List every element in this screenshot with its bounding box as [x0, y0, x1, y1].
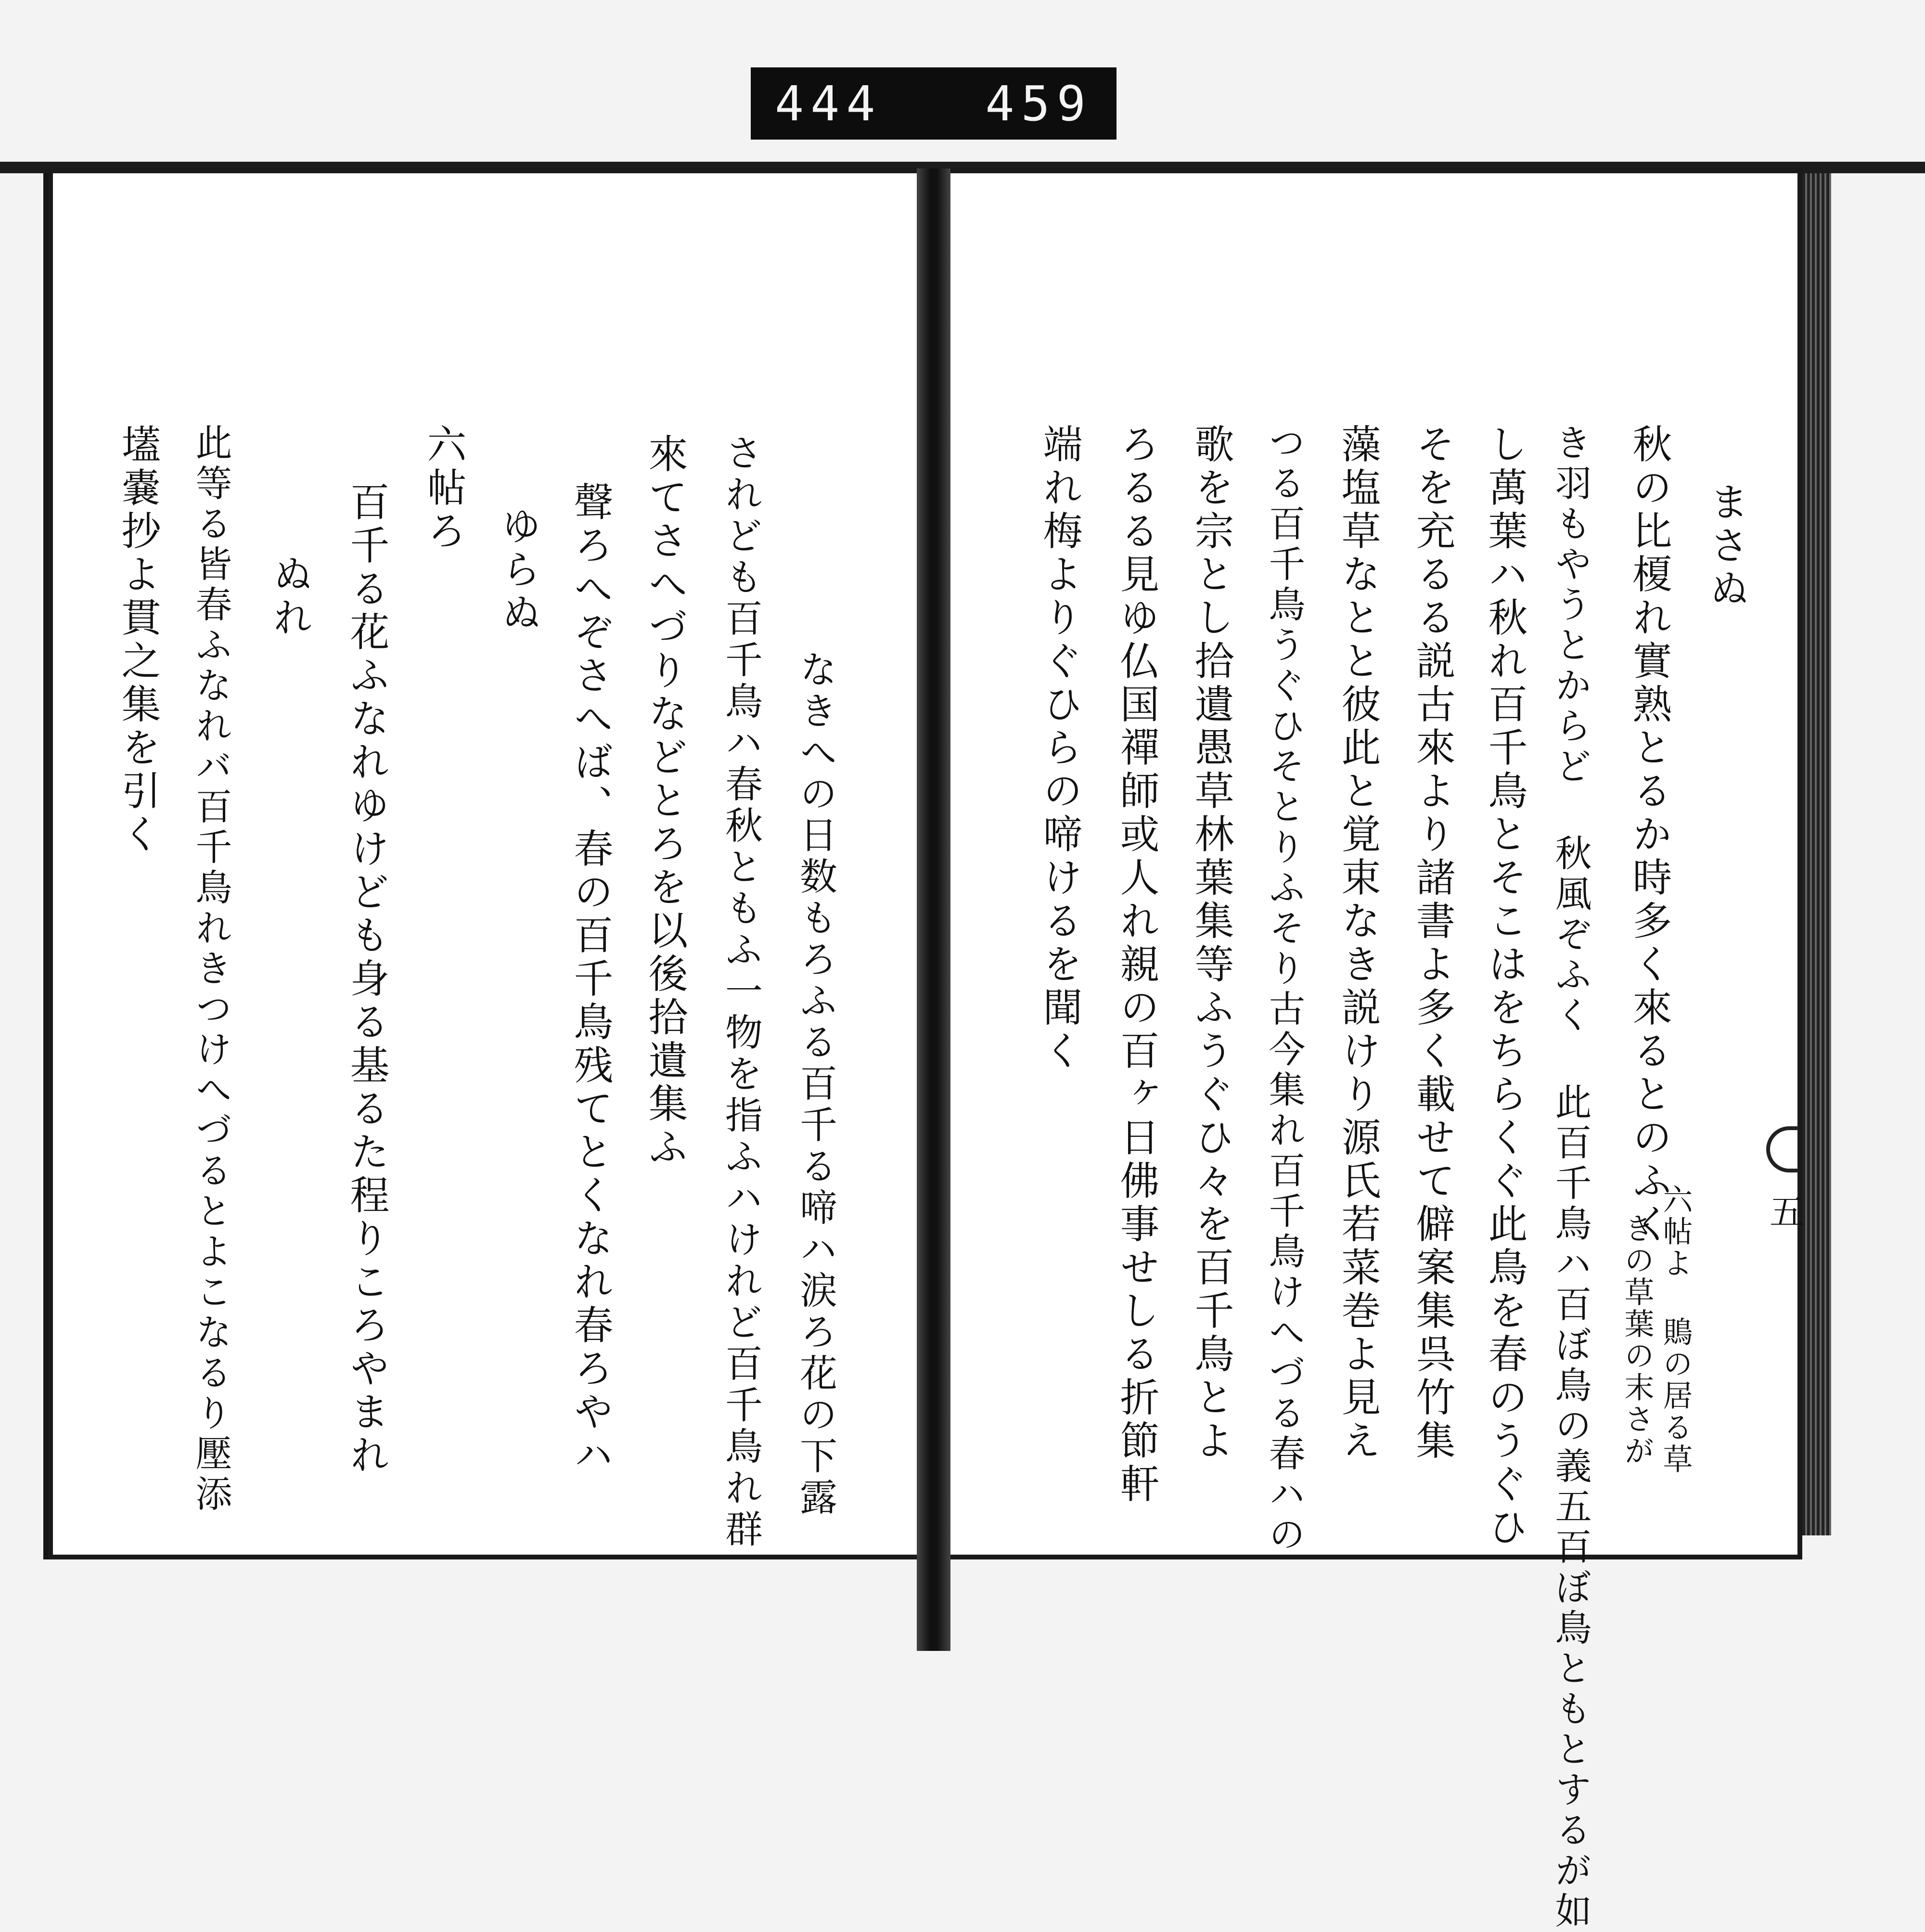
right-col-3: き羽もやうとからど 秋風ぞふく 此百千鳥ハ百ぼ鳥の義五百ぼ鳥ともとするが如: [1549, 424, 1592, 1932]
left-col-9: 此等る皆春ふなれバ百千鳥れきつけへづるとよこなるり壓添: [190, 424, 232, 1515]
right-col-7: つる百千鳥うぐひそとりふそり古今集れ百千鳥けへづる春ハの: [1263, 424, 1306, 1556]
left-col-3: 來てさへづりなどとろを以後拾遺集ふ: [642, 433, 688, 1170]
right-note-line-2: きの草葉の末さが: [1619, 1213, 1655, 1467]
right-col-4: し萬葉ハ秋れ百千鳥とそこはをちらくぐ此鳥を春のうぐひ: [1482, 424, 1527, 1550]
scan-label-right: 459: [985, 75, 1092, 132]
left-col-5: ゆらぬ: [495, 505, 541, 635]
scan-label: [751, 67, 1116, 140]
left-col-10: 壒嚢抄よ貫之集を引く: [115, 424, 161, 857]
right-col-1: まさぬ: [1703, 481, 1749, 611]
page-edge-stack: [1802, 173, 1831, 1535]
right-col-6: 藻塩草なとと彼此と覚束なき説けり源氏若菜巻よ見え: [1335, 424, 1381, 1463]
scan-label-left: 444: [775, 75, 882, 132]
book-gutter: [917, 168, 950, 1651]
left-col-7: 百千る花ふなれゆけども身る基るた程りころやまれ: [344, 481, 389, 1478]
page-number: 五: [1764, 1194, 1804, 1228]
left-col-8: ぬれ: [267, 554, 312, 640]
right-note-line-1: 六帖よ 鵙の居る草: [1658, 1184, 1693, 1475]
left-col-1: なきへの日数もろふる百千る啼ハ涙ろ花の下露: [794, 650, 837, 1519]
right-col-8: 歌を宗とし拾遺愚草林葉集等ふうぐひ々を百千鳥とよ: [1188, 424, 1234, 1463]
left-col-4: 聲ろへぞさへば、春の百千鳥残てとくなれ春ろやハ: [567, 481, 613, 1478]
right-col-5: そを充るる説古來より諸書よ多く載せて僻案集呉竹集: [1410, 424, 1455, 1463]
right-col-2: 秋の比榎れ實熟とるか時多く來るとのふく: [1626, 424, 1672, 1247]
left-col-6: 六帖ろ: [421, 424, 466, 554]
right-col-10: 端れ梅よりぐひらの啼けるを聞く: [1037, 424, 1082, 1073]
left-col-2: されども百千鳥ハ春秋ともふ一物を指ふハけれど百千鳥れ群: [719, 433, 762, 1551]
right-col-9: ろるる見ゆ仏国禪師或人れ親の百ヶ日佛事せしる折節軒: [1114, 424, 1159, 1507]
